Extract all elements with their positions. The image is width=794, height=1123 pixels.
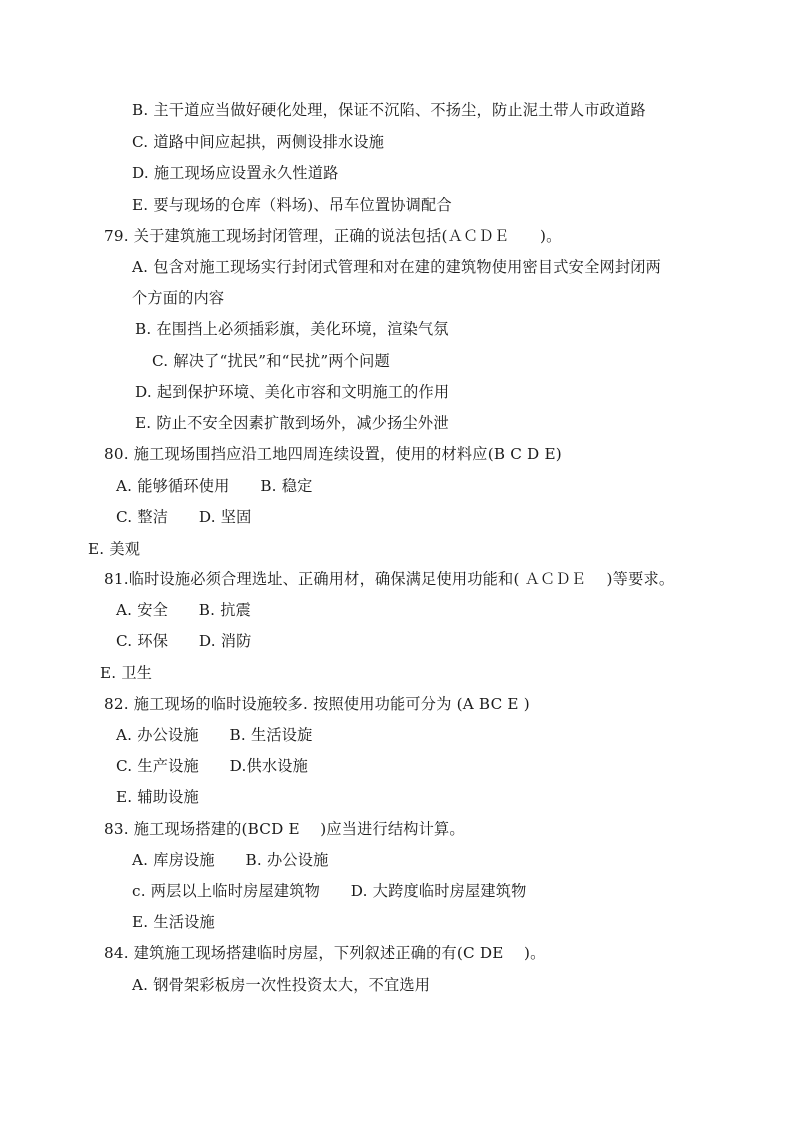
option-84-a: A. 钢骨架彩板房一次性投资太大，不宜选用	[132, 976, 431, 994]
question-84: 84. 建筑施工现场搭建临时房屋，下列叙述正确的有(C DE )。	[104, 944, 546, 962]
option-78-b: B. 主干道应当做好硬化处理，保证不沉陷、不扬尘，防止泥土带人市政道路	[132, 101, 646, 119]
option-79-e: E. 防止不安全因素扩散到场外，减少扬尘外泄	[135, 414, 449, 432]
option-78-c: C. 道路中间应起拱，两侧设排水设施	[132, 133, 385, 151]
option-79-c: C. 解决了“扰民”和“民扰”两个问题	[152, 352, 390, 370]
options-80-ab: A. 能够循环使用 B. 稳定	[116, 477, 313, 495]
option-81-e: E. 卫生	[100, 664, 153, 682]
option-78-e: E. 要与现场的仓库（料场)、吊车位置协调配合	[132, 196, 452, 214]
question-79: 79. 关于建筑施工现场封闭管理，正确的说法包括(ＡＣＤＥ )。	[104, 227, 562, 245]
option-83-e: E. 生活设施	[132, 913, 215, 931]
question-80: 80. 施工现场围挡应沿工地四周连续设置，使用的材料应(B C D E)	[104, 445, 562, 463]
options-82-cd: C. 生产设施 D.供水设施	[116, 757, 309, 775]
option-79-b: B. 在围挡上必须插彩旗，美化环境，渲染气氛	[135, 320, 449, 338]
options-81-cd: C. 环保 D. 消防	[116, 632, 252, 650]
option-79-d: D. 起到保护环境、美化市容和文明施工的作用	[135, 383, 450, 401]
option-80-e: E. 美观	[88, 540, 141, 558]
option-79-a-continued: 个方面的内容	[132, 289, 225, 307]
option-78-d: D. 施工现场应设置永久性道路	[132, 164, 339, 182]
question-82: 82. 施工现场的临时设施较多. 按照使用功能可分为 (A BC E )	[104, 695, 530, 713]
options-83-ab: A. 库房设施 B. 办公设施	[132, 851, 329, 869]
option-79-a: A. 包含对施工现场实行封闭式管理和对在建的建筑物使用密目式安全网封闭两	[132, 258, 662, 276]
options-80-cd: C. 整洁 D. 坚固	[116, 508, 252, 526]
option-82-e: E. 辅助设施	[116, 788, 199, 806]
options-81-ab: A. 安全 B. 抗震	[116, 601, 251, 619]
question-81: 81.临时设施必须合理选址、正确用材，确保满足使用功能和( ＡＣＤＥ )等要求。	[104, 570, 675, 588]
question-83: 83. 施工现场搭建的(BCD E )应当进行结构计算。	[104, 820, 465, 838]
options-82-ab: A. 办公设施 B. 生活设旋	[116, 726, 313, 744]
options-83-cd: c. 两层以上临时房屋建筑物 D. 大跨度临时房屋建筑物	[132, 882, 527, 900]
